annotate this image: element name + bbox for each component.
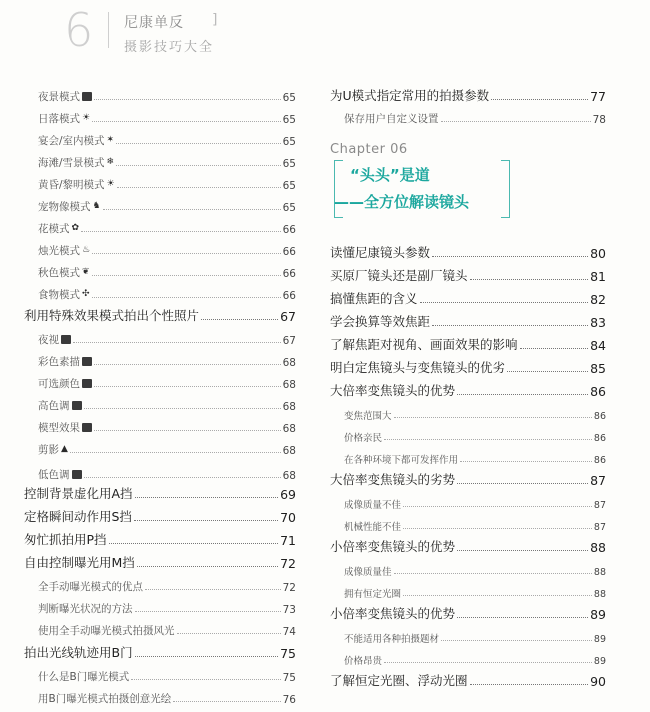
toc-entry xyxy=(330,86,606,104)
toc-entry-title: 拥有恒定光圈 xyxy=(344,589,402,600)
candle-icon: ♨ xyxy=(82,245,91,255)
page-number: 66 xyxy=(282,224,296,236)
toc-entry xyxy=(330,537,606,555)
low-key-icon xyxy=(72,470,82,479)
toc-entry xyxy=(330,266,606,284)
toc-entry xyxy=(24,306,296,324)
toc-entry-title: 价格昂贵 xyxy=(344,656,383,667)
toc-entry xyxy=(330,604,606,622)
toc-entry xyxy=(330,627,606,645)
book-title: 尼康单反 xyxy=(124,15,184,31)
dot-leader xyxy=(457,483,588,484)
dot-leader xyxy=(177,633,281,634)
dot-leader xyxy=(420,302,589,303)
toc-entry-title: 不能适用各种拍摄题材 xyxy=(344,634,440,645)
toc-entry xyxy=(24,688,296,706)
dot-leader xyxy=(92,121,281,122)
toc-entry xyxy=(24,507,296,525)
page-number: 81 xyxy=(590,269,606,284)
color-sketch-icon xyxy=(82,357,92,366)
page-number: 75 xyxy=(282,672,296,684)
dot-leader xyxy=(403,506,592,507)
toc-entry-title: 匆忙抓拍用P挡 xyxy=(24,532,107,547)
dot-leader xyxy=(394,417,592,418)
dot-leader xyxy=(117,187,281,188)
toc-entry-title: 秋色模式 xyxy=(38,267,80,279)
toc-entry-title: 自由控制曝光用M挡 xyxy=(24,555,135,570)
toc-entry-title: 成像质量不佳 xyxy=(344,500,402,511)
toc-entry-title: 了解焦距对视角、画面效果的影响 xyxy=(330,337,518,352)
header-bracket-right: ] xyxy=(212,12,218,28)
dot-leader xyxy=(403,595,592,596)
dot-leader xyxy=(457,550,588,551)
toc-entry-title: 控制背景虚化用A挡 xyxy=(24,486,133,501)
page-number: 68 xyxy=(282,445,296,457)
toc-entry xyxy=(24,218,296,236)
chapter-title-line2: ——全方位解读镜头 xyxy=(334,193,470,211)
toc-entry-title: 烛光模式 xyxy=(38,245,80,257)
night-portrait-icon xyxy=(82,92,92,101)
toc-entry-title: 剪影 xyxy=(38,444,59,456)
toc-entry xyxy=(24,395,296,413)
toc-entry xyxy=(330,243,606,261)
high-key-icon xyxy=(72,401,82,410)
toc-entry-title: 机械性能不佳 xyxy=(344,522,402,533)
toc-entry-title: 全手动曝光模式的优点 xyxy=(38,581,143,593)
toc-entry xyxy=(330,108,606,126)
page-number: 86 xyxy=(593,455,606,466)
toc-entry xyxy=(24,484,296,502)
toc-entry xyxy=(24,439,296,457)
page-number: 77 xyxy=(590,89,606,104)
toc-entry xyxy=(24,284,296,302)
dot-leader xyxy=(384,439,592,440)
toc-entry xyxy=(330,335,606,353)
toc-entry xyxy=(330,649,606,667)
toc-entry-title: 读懂尼康镜头参数 xyxy=(330,245,431,260)
page-number: 86 xyxy=(590,384,606,399)
flower-icon: ✿ xyxy=(71,223,80,233)
toc-entry-title: 定格瞬间动作用S挡 xyxy=(24,509,132,524)
toc-entry-title: 高色调 xyxy=(38,400,70,412)
dot-leader xyxy=(116,165,281,166)
silhouette-icon: ▲ xyxy=(61,444,68,454)
toc-entry xyxy=(330,470,606,488)
toc-entry xyxy=(24,576,296,594)
toc-entry-title: 黄昏/黎明模式 xyxy=(38,179,105,191)
dot-leader xyxy=(201,319,278,320)
page-number: 65 xyxy=(282,180,296,192)
toc-entry-title: 食物模式 xyxy=(38,289,80,301)
toc-entry xyxy=(24,329,296,347)
toc-entry-title: 可选颜色 xyxy=(38,378,80,390)
page-number: 75 xyxy=(280,646,296,661)
toc-entry xyxy=(330,493,606,511)
toc-entry xyxy=(330,671,606,689)
page-number: 88 xyxy=(590,540,606,555)
dot-leader xyxy=(135,656,279,657)
page-number: 65 xyxy=(282,92,296,104)
dot-leader xyxy=(94,364,281,365)
page-number: 78 xyxy=(592,114,606,126)
page-number: 66 xyxy=(282,246,296,258)
page-number: 73 xyxy=(282,604,296,616)
dot-leader xyxy=(441,640,592,641)
miniature-icon xyxy=(82,423,92,432)
page-number: 89 xyxy=(593,656,606,667)
dot-leader xyxy=(460,461,592,462)
toc-entry xyxy=(24,464,296,482)
toc-entry-title: 什么是B门曝光模式 xyxy=(38,671,130,683)
page-number: 72 xyxy=(280,556,296,571)
dot-leader xyxy=(173,701,280,702)
page-number: 82 xyxy=(590,292,606,307)
toc-entry-title: 使用全手动曝光模式拍摄风光 xyxy=(38,625,175,637)
dot-leader xyxy=(94,99,281,100)
toc-entry-title: 成像质量佳 xyxy=(344,567,392,578)
page-number: 88 xyxy=(593,589,606,600)
toc-entry xyxy=(24,196,296,214)
dot-leader xyxy=(92,297,281,298)
dot-leader xyxy=(441,121,591,122)
toc-entry xyxy=(24,108,296,126)
dot-leader xyxy=(432,256,588,257)
page-number: 65 xyxy=(282,202,296,214)
dot-leader xyxy=(520,348,589,349)
toc-entry xyxy=(24,553,296,571)
toc-entry-title: 夜景模式 xyxy=(38,91,80,103)
dot-leader xyxy=(457,394,588,395)
toc-entry-title: 小倍率变焦镜头的优势 xyxy=(330,606,456,621)
toc-entry-title: 学会换算等效焦距 xyxy=(330,314,431,329)
dot-leader xyxy=(84,477,281,478)
dot-leader xyxy=(457,617,588,618)
dot-leader xyxy=(145,589,281,590)
page-number: 69 xyxy=(280,487,296,502)
dot-leader xyxy=(135,497,279,498)
toc-entry xyxy=(24,152,296,170)
pet-icon: ♞ xyxy=(92,201,101,211)
toc-entry xyxy=(24,666,296,684)
page-number: 88 xyxy=(593,567,606,578)
toc-entry-title: 在各种环境下都可发挥作用 xyxy=(344,455,459,466)
dot-leader xyxy=(73,342,281,343)
page-number: 74 xyxy=(282,626,296,638)
toc-entry xyxy=(24,262,296,280)
dot-leader xyxy=(507,371,588,372)
toc-entry-title: 日落模式 xyxy=(38,113,80,125)
toc-entry-title: 保存用户自定义设置 xyxy=(344,113,439,125)
chapter-label: Chapter 06 xyxy=(330,142,408,157)
toc-entry-title: 小倍率变焦镜头的优势 xyxy=(330,539,456,554)
toc-entry xyxy=(24,86,296,104)
dot-leader xyxy=(92,275,281,276)
toc-entry-title: 用B门曝光模式拍摄创意光绘 xyxy=(38,693,172,705)
party-icon: ✶ xyxy=(106,135,115,145)
page-number: 67 xyxy=(282,335,296,347)
page-number: 66 xyxy=(282,290,296,302)
chapter-number: 6 xyxy=(64,3,94,57)
sunset-icon: ☀ xyxy=(82,113,91,123)
toc-entry-title: 买原厂镜头还是副厂镜头 xyxy=(330,268,468,283)
toc-entry xyxy=(24,351,296,369)
page-number: 68 xyxy=(282,423,296,435)
toc-entry-title: 为U模式指定常用的拍摄参数 xyxy=(330,88,490,103)
toc-entry-title: 夜视 xyxy=(38,334,59,346)
dot-leader xyxy=(109,543,279,544)
toc-entry-title: 明白定焦镜头与变焦镜头的优劣 xyxy=(330,360,506,375)
dot-leader xyxy=(394,573,592,574)
toc-entry xyxy=(24,130,296,148)
header-bracket-left xyxy=(108,12,115,48)
page-number: 85 xyxy=(590,361,606,376)
dot-leader xyxy=(470,279,589,280)
dot-leader xyxy=(84,408,281,409)
dot-leader xyxy=(131,679,280,680)
dot-leader xyxy=(81,231,281,232)
book-subtitle: 摄影技巧大全 xyxy=(124,40,215,55)
dot-leader xyxy=(116,143,281,144)
dot-leader xyxy=(470,684,589,685)
page-number: 84 xyxy=(590,338,606,353)
page-number: 89 xyxy=(593,634,606,645)
toc-entry xyxy=(330,582,606,600)
toc-entry-title: 利用特殊效果模式拍出个性照片 xyxy=(24,308,200,323)
toc-entry-title: 搞懂焦距的含义 xyxy=(330,291,418,306)
dot-leader xyxy=(103,209,281,210)
page-number: 90 xyxy=(590,674,606,689)
page-number: 70 xyxy=(280,510,296,525)
toc-entry-title: 花模式 xyxy=(38,223,70,235)
page-number: 80 xyxy=(590,246,606,261)
chapter-title-line1: “头头”是道 xyxy=(350,166,430,184)
food-icon: ✣ xyxy=(82,289,90,299)
toc-entry-title: 低色调 xyxy=(38,469,70,481)
dot-leader xyxy=(94,386,281,387)
dot-leader xyxy=(137,566,278,567)
toc-entry-title: 了解恒定光圈、浮动光圈 xyxy=(330,673,468,688)
autumn-icon: ❦ xyxy=(82,267,90,277)
toc-entry-title: 价格亲民 xyxy=(344,433,383,444)
toc-entry-title: 彩色素描 xyxy=(38,356,80,368)
dot-leader xyxy=(135,611,281,612)
toc-entry-title: 拍出光线轨迹用B门 xyxy=(24,645,133,660)
toc-entry-title: 宠物像模式 xyxy=(38,201,91,213)
toc-entry xyxy=(330,312,606,330)
toc-entry xyxy=(24,417,296,435)
toc-entry xyxy=(330,404,606,422)
toc-entry-title: 变焦范围大 xyxy=(344,411,392,422)
toc-entry xyxy=(24,643,296,661)
toc-entry xyxy=(330,289,606,307)
dot-leader xyxy=(384,662,592,663)
toc-entry xyxy=(24,174,296,192)
dot-leader xyxy=(94,430,281,431)
night-vision-icon xyxy=(61,335,71,344)
toc-entry xyxy=(330,381,606,399)
dot-leader xyxy=(491,99,588,100)
page-number: 65 xyxy=(282,136,296,148)
page-number: 65 xyxy=(282,114,296,126)
page-number: 68 xyxy=(282,470,296,482)
page-number: 87 xyxy=(593,522,606,533)
page-number: 72 xyxy=(282,582,296,594)
toc-entry-title: 模型效果 xyxy=(38,422,80,434)
toc-entry xyxy=(24,598,296,616)
selective-color-icon xyxy=(82,379,92,388)
toc-entry xyxy=(330,426,606,444)
page-number: 65 xyxy=(282,158,296,170)
page-number: 76 xyxy=(282,694,296,706)
toc-entry-title: 海滩/雪景模式 xyxy=(38,157,105,169)
toc-entry xyxy=(24,373,296,391)
page-number: 71 xyxy=(280,533,296,548)
dot-leader xyxy=(432,325,588,326)
toc-entry xyxy=(24,240,296,258)
dot-leader xyxy=(70,452,281,453)
toc-entry xyxy=(24,530,296,548)
toc-entry-title: 大倍率变焦镜头的劣势 xyxy=(330,472,456,487)
toc-entry-title: 宴会/室内模式 xyxy=(38,135,105,147)
dot-leader xyxy=(134,520,278,521)
page-number: 68 xyxy=(282,401,296,413)
page-number: 67 xyxy=(280,309,296,324)
dot-leader xyxy=(403,528,592,529)
toc-entry-title: 大倍率变焦镜头的优势 xyxy=(330,383,456,398)
page-number: 89 xyxy=(590,607,606,622)
page-number: 68 xyxy=(282,357,296,369)
toc-entry xyxy=(330,560,606,578)
page-number: 86 xyxy=(593,433,606,444)
page-number: 86 xyxy=(593,411,606,422)
page-number: 87 xyxy=(593,500,606,511)
page-number: 87 xyxy=(590,473,606,488)
dot-leader xyxy=(92,253,281,254)
toc-entry-title: 判断曝光状况的方法 xyxy=(38,603,133,615)
toc-entry xyxy=(330,358,606,376)
beach-snow-icon: ❄ xyxy=(106,157,115,167)
toc-entry xyxy=(24,620,296,638)
page-number: 83 xyxy=(590,315,606,330)
toc-entry xyxy=(330,515,606,533)
page-number: 68 xyxy=(282,379,296,391)
page-number: 66 xyxy=(282,268,296,280)
dusk-dawn-icon: ☀ xyxy=(106,179,115,189)
toc-entry xyxy=(330,448,606,466)
